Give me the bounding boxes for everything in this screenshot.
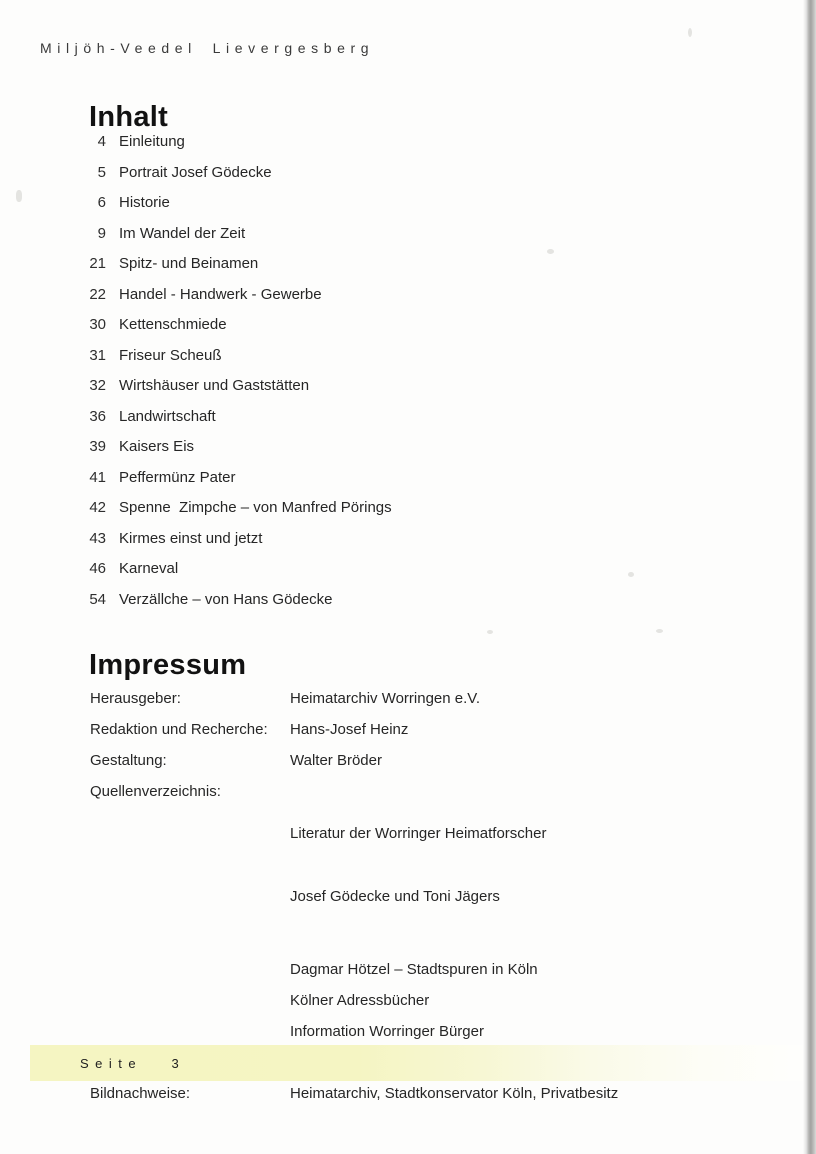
toc-entry-title: Historie xyxy=(119,194,170,211)
toc-entry xyxy=(78,286,392,317)
toc-entry-title: Spenne Zimpche – von Manfred Pörings xyxy=(119,499,392,516)
toc-entry xyxy=(78,194,392,225)
toc-entry xyxy=(78,591,392,622)
toc-entry xyxy=(78,469,392,500)
scan-speck xyxy=(688,28,692,37)
toc-page-number: 9 xyxy=(97,224,106,242)
toc-entry xyxy=(78,408,392,439)
toc-page-number: 36 xyxy=(89,407,106,425)
scan-speck xyxy=(487,630,493,634)
toc-page-number: 54 xyxy=(89,590,106,608)
toc-page-number: 31 xyxy=(89,346,106,364)
toc-entry-title: Karneval xyxy=(119,560,179,577)
toc-entry-title: Im Wandel der Zeit xyxy=(119,224,246,242)
impressum-value-line: Dagmar Hötzel – Stadtspuren in Köln xyxy=(290,961,538,978)
toc-page-number: 21 xyxy=(89,255,106,272)
toc-page-number: 41 xyxy=(89,468,106,486)
toc-entry xyxy=(78,560,392,591)
scan-speck xyxy=(656,629,663,633)
toc-page-number: 4 xyxy=(97,133,106,150)
footer-highlight-bar xyxy=(30,1045,812,1081)
impressum-label: Bildnachweise: xyxy=(90,1085,191,1102)
toc-page-number: 42 xyxy=(89,499,106,516)
scan-speck xyxy=(16,190,22,202)
impressum-value: Heimatarchiv Worringen e.V. xyxy=(290,690,481,707)
toc-entry-title: Peffermünz Pater xyxy=(119,468,236,486)
impressum-value: Walter Bröder xyxy=(290,752,382,769)
impressum-label-spacer xyxy=(90,990,290,1011)
toc-entry-title: Verzällche – von Hans Gödecke xyxy=(119,590,333,608)
toc-entry xyxy=(78,499,392,530)
toc-entry xyxy=(78,225,392,256)
toc-page-number: 5 xyxy=(97,163,106,181)
impressum-label: Herausgeber: xyxy=(90,690,181,707)
toc-entry-title: Einleitung xyxy=(119,133,185,150)
scan-speck xyxy=(628,572,634,577)
toc-page-number: 32 xyxy=(89,377,106,394)
scan-speck xyxy=(547,249,554,254)
toc-entry xyxy=(78,438,392,469)
toc-entry xyxy=(78,347,392,378)
impressum-heading: Impressum xyxy=(89,649,247,682)
toc-entry xyxy=(78,255,392,286)
toc-entry-title: Kaisers Eis xyxy=(119,438,195,455)
toc-entry-title: Wirtshäuser und Gaststätten xyxy=(119,377,310,394)
toc-heading: Inhalt xyxy=(89,101,169,134)
toc-page-number: 43 xyxy=(89,529,106,547)
impressum-label: Redaktion und Recherche: xyxy=(90,721,268,738)
impressum-label: Gestaltung: xyxy=(90,752,167,769)
document-header-title: Miljöh-Veedel Lievergesberg xyxy=(40,40,375,56)
toc-page-number: 22 xyxy=(89,285,106,303)
impressum-value-line: Josef Gödecke und Toni Jägers xyxy=(290,888,500,905)
impressum-label: Quellenverzeichnis: xyxy=(90,783,221,800)
table-of-contents xyxy=(78,133,392,621)
toc-page-number: 6 xyxy=(97,194,106,211)
toc-entry xyxy=(78,316,392,347)
toc-entry-title: Friseur Scheuß xyxy=(119,346,222,364)
toc-entry-title: Portrait Josef Gödecke xyxy=(119,163,272,181)
toc-entry-title: Spitz- und Beinamen xyxy=(119,255,259,272)
impressum-value-group xyxy=(290,781,750,949)
toc-entry-title: Landwirtschaft xyxy=(119,407,216,425)
toc-entry xyxy=(78,133,392,164)
toc-entry xyxy=(78,164,392,195)
toc-page-number: 39 xyxy=(89,438,106,455)
impressum-value: Hans-Josef Heinz xyxy=(290,721,409,738)
impressum-value-line: Kölner Adressbücher xyxy=(290,992,430,1009)
toc-entry-title: Kirmes einst und jetzt xyxy=(119,529,263,547)
page-number-footer: Seite 3 xyxy=(80,1055,186,1071)
toc-page-number: 46 xyxy=(89,560,106,577)
impressum-label-spacer xyxy=(90,1021,290,1042)
impressum-value: Heimatarchiv, Stadtkonservator Köln, Privatbesitz xyxy=(290,1085,619,1102)
toc-entry xyxy=(78,377,392,408)
impressum-value-line: Literatur der Worringer Heimatforscher xyxy=(290,825,547,842)
impressum-label-spacer xyxy=(90,959,290,980)
impressum-table xyxy=(90,688,750,1104)
toc-page-number: 30 xyxy=(89,316,106,333)
toc-entry-title: Handel - Handwerk - Gewerbe xyxy=(119,285,322,303)
impressum-value-line: Information Worringer Bürger xyxy=(290,1023,484,1040)
scanner-edge-shadow xyxy=(803,0,816,1154)
toc-entry xyxy=(78,530,392,561)
toc-entry-title: Kettenschmiede xyxy=(119,316,227,333)
